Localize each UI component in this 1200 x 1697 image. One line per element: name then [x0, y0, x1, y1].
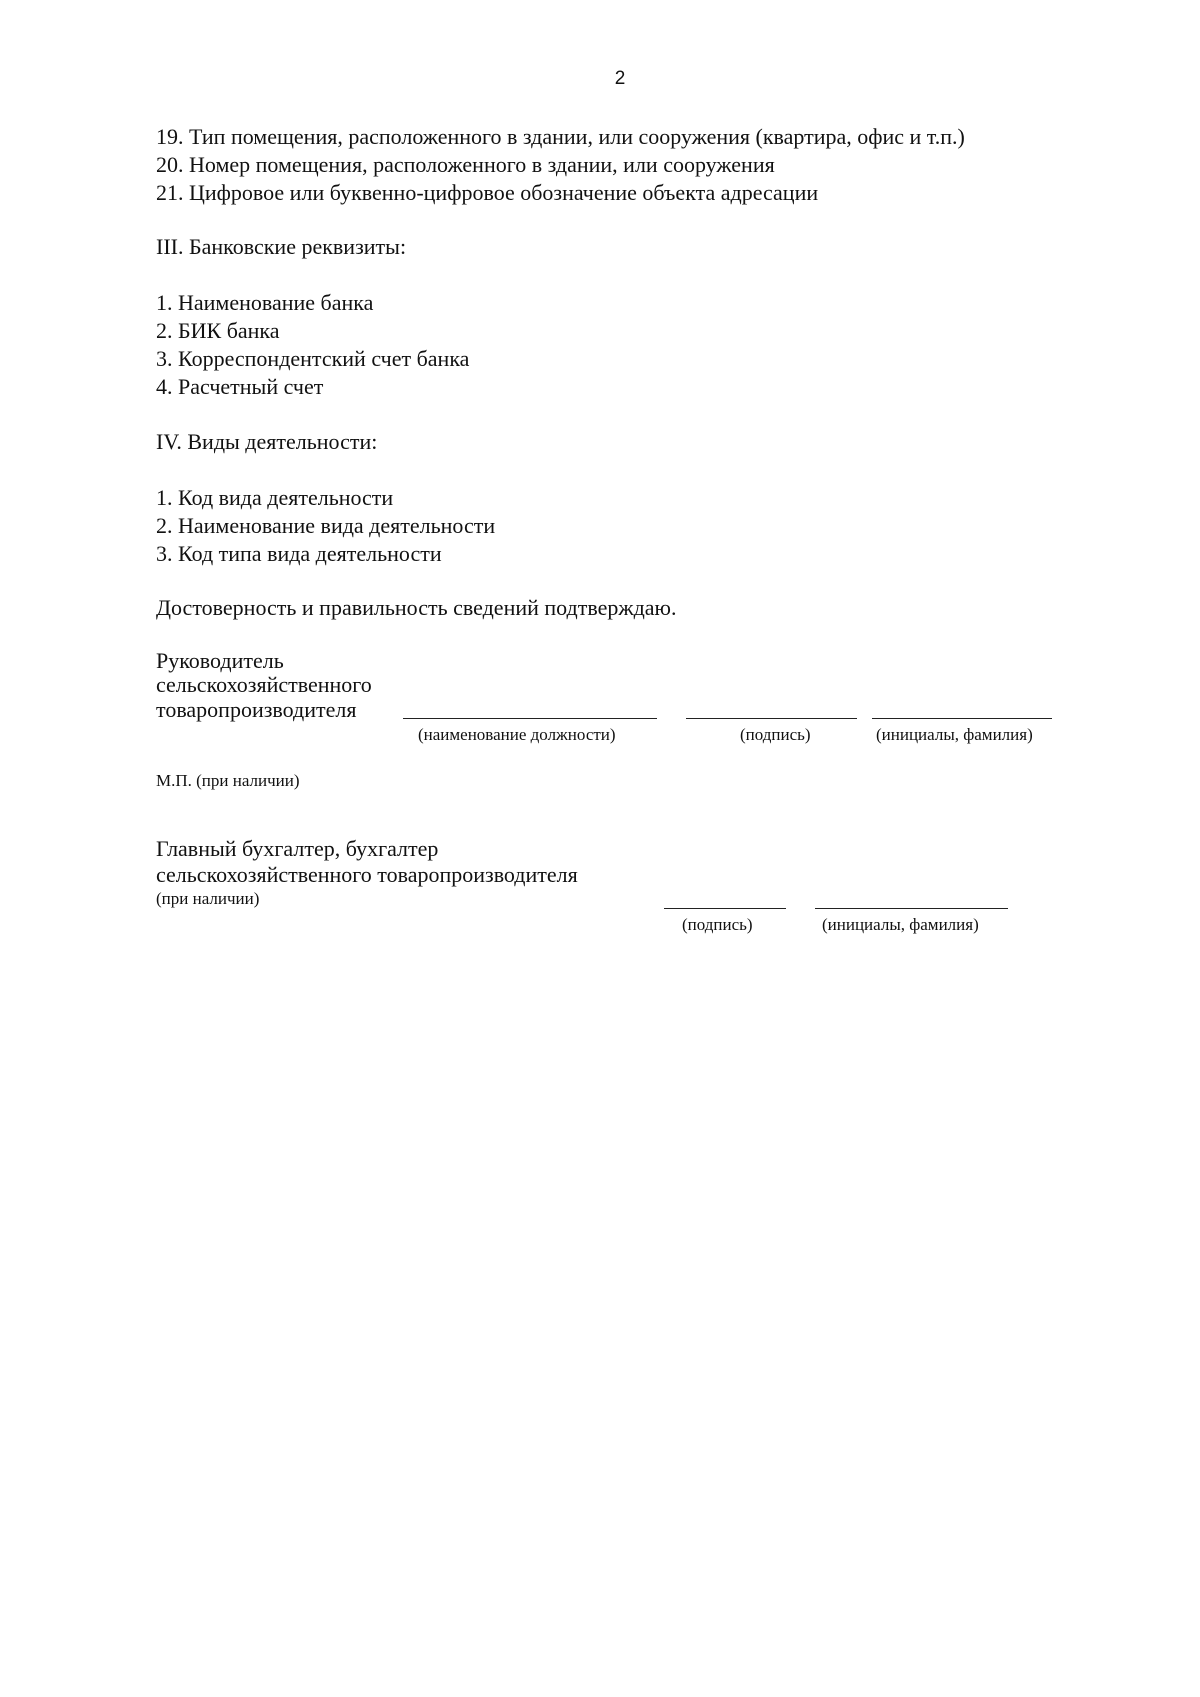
confirmation-text: Достоверность и правильность сведений подтверждаю.	[156, 595, 677, 620]
accountant-name-caption: (инициалы, фамилия)	[822, 915, 979, 934]
stamp-note: М.П. (при наличии)	[156, 771, 300, 790]
page-number: 2	[614, 68, 626, 89]
address-item-21: 21. Цифровое или буквенно-цифровое обозначение объекта адресации	[156, 180, 819, 205]
accountant-signature-line	[664, 908, 786, 909]
position-caption: (наименование должности)	[418, 725, 616, 744]
activity-item-code: 1. Код вида деятельности	[156, 485, 394, 510]
head-signature-line	[686, 718, 857, 719]
head-title-line-1: Руководитель	[156, 648, 284, 673]
bank-section-heading: III. Банковские реквизиты:	[156, 234, 407, 259]
bank-item-settlement-account: 4. Расчетный счет	[156, 374, 324, 399]
activity-item-name: 2. Наименование вида деятельности	[156, 513, 496, 538]
bank-item-corr-account: 3. Корреспондентский счет банка	[156, 346, 470, 371]
head-name-caption: (инициалы, фамилия)	[876, 725, 1033, 744]
accountant-note: (при наличии)	[156, 889, 260, 908]
head-name-line	[872, 718, 1052, 719]
address-item-19: 19. Тип помещения, расположенного в здании, или сооружения (квартира, офис и т.п.)	[156, 124, 965, 149]
head-signature-caption: (подпись)	[740, 725, 811, 744]
head-title-line-2: сельскохозяйственного	[156, 672, 372, 697]
accountant-title-line-2: сельскохозяйственного товаропроизводителя	[156, 862, 578, 887]
address-item-20: 20. Номер помещения, расположенного в здании, или сооружения	[156, 152, 775, 177]
accountant-name-line	[815, 908, 1008, 909]
head-title-line-3: товаропроизводителя	[156, 697, 357, 722]
bank-item-name: 1. Наименование банка	[156, 290, 374, 315]
accountant-signature-caption: (подпись)	[682, 915, 753, 934]
position-signature-line	[403, 718, 657, 719]
activity-section-heading: IV. Виды деятельности:	[156, 429, 378, 454]
accountant-title-line-1: Главный бухгалтер, бухгалтер	[156, 836, 439, 861]
activity-item-type-code: 3. Код типа вида деятельности	[156, 541, 442, 566]
bank-item-bik: 2. БИК банка	[156, 318, 280, 343]
